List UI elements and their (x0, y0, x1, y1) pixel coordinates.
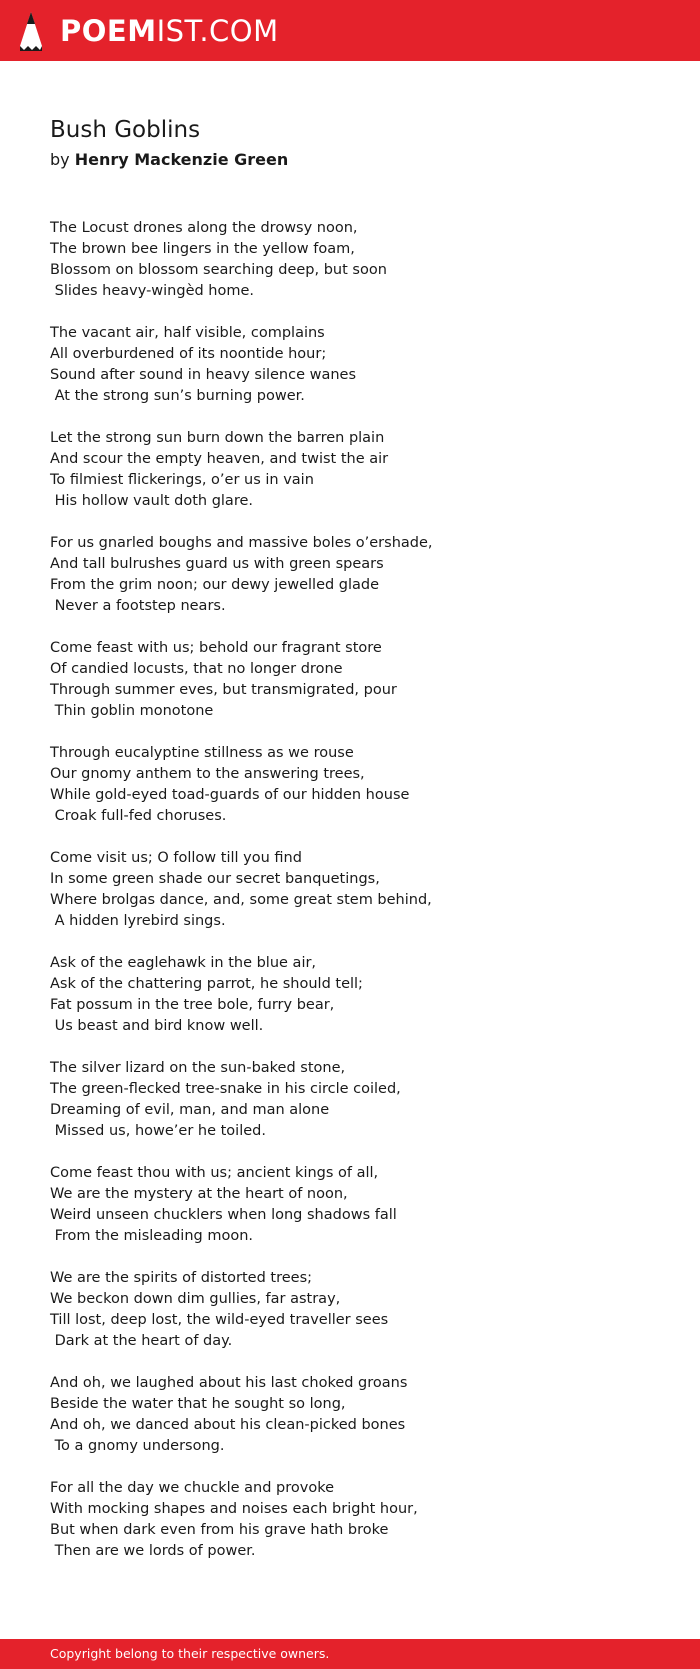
poem-line: But when dark even from his grave hath broke (50, 1522, 389, 1538)
poem-line: Through eucalyptine stillness as we rouse (50, 745, 354, 761)
poem-byline (50, 148, 670, 172)
poem-line: To filmiest flickerings, o’er us in vain (50, 472, 314, 488)
poem-line: At the strong sun’s burning power. (50, 388, 305, 404)
poem-line: Weird unseen chucklers when long shadows fall (50, 1207, 397, 1223)
poem-line: Sound after sound in heavy silence wanes (50, 367, 357, 383)
poem-line: We beckon down dim gullies, far astray, (50, 1291, 341, 1307)
poem-line: For all the day we chuckle and provoke (50, 1480, 335, 1496)
poem-line: His hollow vault doth glare. (50, 493, 253, 509)
poem-line: And oh, we laughed about his last choked groans (50, 1375, 408, 1391)
poem-line: Slides heavy-wingèd home. (50, 283, 255, 299)
poem-body (50, 218, 670, 1562)
poem-line: The green-flecked tree-snake in his circle coiled, (50, 1081, 401, 1097)
poem-line: Come feast with us; behold our fragrant store (50, 640, 382, 656)
poem-title: Bush Goblins (50, 117, 201, 143)
poem-line: Where brolgas dance, and, some great stem behind, (50, 892, 432, 908)
poem-line: We are the mystery at the heart of noon, (50, 1186, 348, 1202)
poem-stanza (50, 1268, 670, 1352)
poem-line: All overburdened of its noontide hour; (50, 346, 327, 362)
poem-line: The Locust drones along the drowsy noon, (50, 220, 358, 236)
logo-text-light: IST.COM (156, 14, 279, 48)
poem-stanza (50, 1478, 670, 1562)
logo-text-bold: POEM (60, 14, 157, 48)
poem-line: Croak full-fed choruses. (50, 808, 227, 824)
poem-stanza (50, 1163, 670, 1247)
poem-stanza (50, 953, 670, 1037)
poem-content (50, 113, 670, 1583)
copyright-text: Copyright belong to their respective owners. (50, 1646, 330, 1661)
poem-line: And tall bulrushes guard us with green spears (50, 556, 384, 572)
site-footer (0, 1639, 700, 1669)
byline-prefix: by (50, 150, 70, 169)
pencil-tip-icon (18, 10, 44, 52)
poem-line: Missed us, howe’er he toiled. (50, 1123, 266, 1139)
poem-stanza (50, 638, 670, 722)
poem-line: With mocking shapes and noises each bright hour, (50, 1501, 418, 1517)
poem-stanza (50, 1058, 670, 1142)
site-header (0, 0, 700, 61)
poem-line: And scour the empty heaven, and twist the air (50, 451, 389, 467)
poem-stanza (50, 428, 670, 512)
poem-stanza (50, 218, 670, 302)
poem-line: Ask of the eaglehawk in the blue air, (50, 955, 317, 971)
poem-line: Through summer eves, but transmigrated, pour (50, 682, 397, 698)
poem-line: A hidden lyrebird sings. (50, 913, 226, 929)
site-logo-text (60, 10, 279, 52)
poem-stanza (50, 848, 670, 932)
poem-line: The brown bee lingers in the yellow foam, (50, 241, 355, 257)
poem-stanza (50, 743, 670, 827)
poem-line: To a gnomy undersong. (50, 1438, 225, 1454)
poem-line: From the misleading moon. (50, 1228, 253, 1244)
poem-stanza (50, 533, 670, 617)
poem-line: Beside the water that he sought so long, (50, 1396, 346, 1412)
poem-line: Our gnomy anthem to the answering trees, (50, 766, 365, 782)
poem-line: Of candied locusts, that no longer drone (50, 661, 343, 677)
poem-line: From the grim noon; our dewy jewelled glade (50, 577, 380, 593)
poem-line: Never a footstep nears. (50, 598, 226, 614)
poem-line: Dark at the heart of day. (50, 1333, 233, 1349)
poem-author: Henry Mackenzie Green (74, 150, 289, 169)
poem-line: Come feast thou with us; ancient kings of all, (50, 1165, 379, 1181)
poem-stanza (50, 323, 670, 407)
poem-line: Us beast and bird know well. (50, 1018, 264, 1034)
poem-line: Blossom on blossom searching deep, but soon (50, 262, 387, 278)
poem-stanza (50, 1373, 670, 1457)
poem-line: In some green shade our secret banquetings, (50, 871, 380, 887)
poem-line: The vacant air, half visible, complains (50, 325, 325, 341)
poem-line: Ask of the chattering parrot, he should tell; (50, 976, 363, 992)
poem-line: Dreaming of evil, man, and man alone (50, 1102, 330, 1118)
poem-line: Fat possum in the tree bole, furry bear, (50, 997, 335, 1013)
poem-line: And oh, we danced about his clean-picked bones (50, 1417, 406, 1433)
poem-line: Then are we lords of power. (50, 1543, 256, 1559)
poem-line: We are the spirits of distorted trees; (50, 1270, 313, 1286)
poem-line: For us gnarled boughs and massive boles o’ershade, (50, 535, 433, 551)
poem-line: While gold-eyed toad-guards of our hidden house (50, 787, 410, 803)
poem-line: Come visit us; O follow till you find (50, 850, 302, 866)
poem-line: Thin goblin monotone (50, 703, 214, 719)
poem-line: Till lost, deep lost, the wild-eyed traveller sees (50, 1312, 389, 1328)
poem-line: Let the strong sun burn down the barren plain (50, 430, 385, 446)
poem-line: The silver lizard on the sun-baked stone, (50, 1060, 346, 1076)
site-logo-link[interactable] (18, 10, 279, 52)
